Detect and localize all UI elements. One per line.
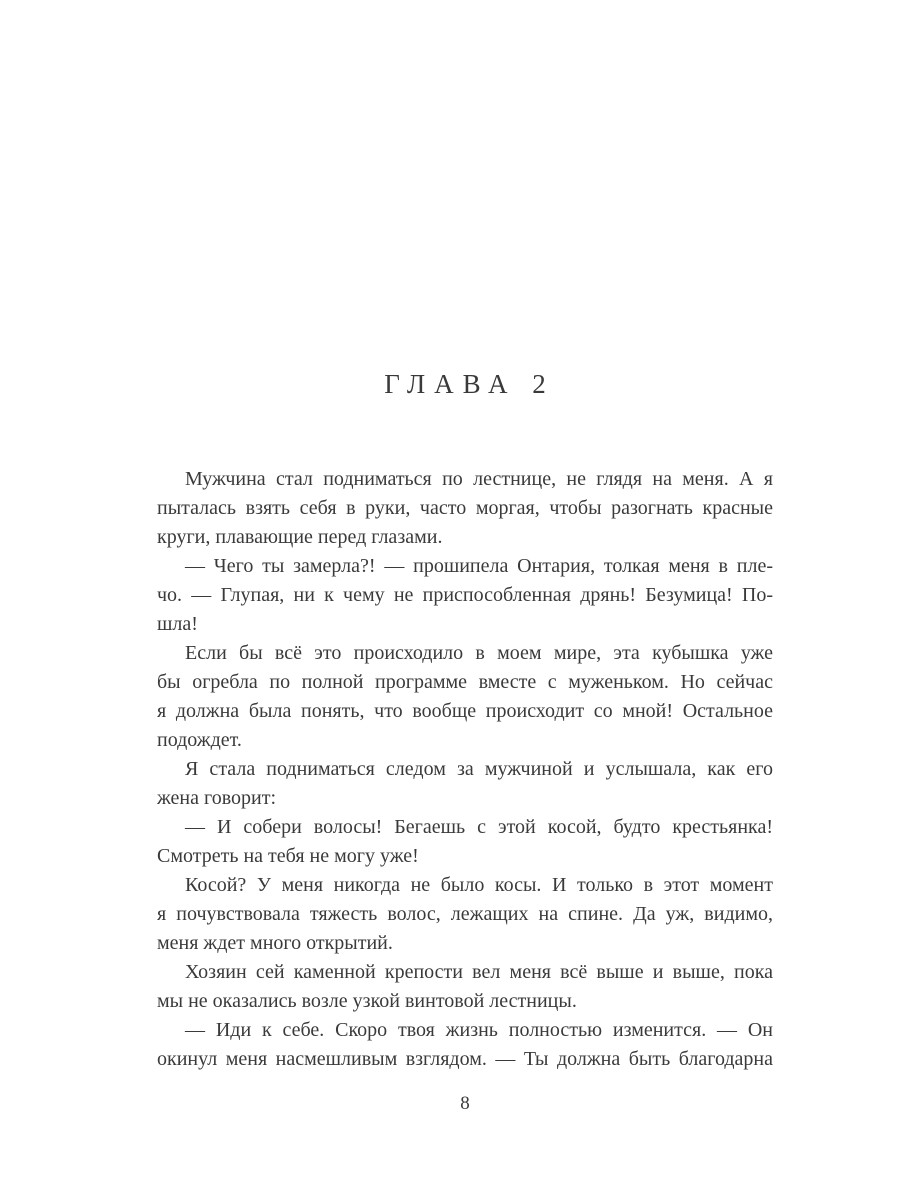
text-line: — И собери волосы! Бегаешь с этой косой, будто крестьянка! xyxy=(185,816,773,838)
text-line: бы огребла по полной программе вместе с муженьком. Но сейчас xyxy=(157,671,773,693)
text-line: я почувствовала тяжесть волос, лежащих на спине. Да уж, видимо, xyxy=(157,903,773,925)
text-block xyxy=(157,465,773,1074)
paragraph xyxy=(157,958,773,1016)
text-line: Если бы всё это происходило в моем мире, эта кубышка уже xyxy=(185,642,773,664)
paragraph xyxy=(157,465,773,552)
paragraph xyxy=(157,639,773,755)
text-line: круги, плавающие перед глазами. xyxy=(157,526,443,548)
text-line: Косой? У меня никогда не было косы. И только в этот момент xyxy=(185,874,773,896)
text-line: пыталась взять себя в руки, часто моргая, чтобы разогнать красные xyxy=(157,497,773,519)
text-line: мы не оказались возле узкой винтовой лестницы. xyxy=(157,990,577,1012)
text-line: Смотреть на тебя не могу уже! xyxy=(157,845,419,867)
paragraph xyxy=(157,813,773,871)
text-line: чо. — Глупая, ни к чему не приспособленная дрянь! Безумица! По- xyxy=(157,584,773,606)
text-line: Хозяин сей каменной крепости вел меня всё выше и выше, пока xyxy=(185,961,773,983)
paragraph xyxy=(157,552,773,639)
text-line: подождет. xyxy=(157,729,242,751)
text-line: меня ждет много открытий. xyxy=(157,932,393,954)
text-line: окинул меня насмешливым взглядом. — Ты должна быть благодарна xyxy=(157,1048,773,1070)
text-line: жена говорит: xyxy=(157,787,277,809)
paragraph xyxy=(157,871,773,958)
text-line: — Иди к себе. Скоро твоя жизнь полностью изменится. — Он xyxy=(185,1019,773,1041)
text-line: — Чего ты замерла?! — прошипела Онтария, толкая меня в пле- xyxy=(185,555,773,577)
text-line: я должна была понять, что вообще происходит со мной! Остальное xyxy=(157,700,773,722)
text-line: Я стала подниматься следом за мужчиной и услышала, как его xyxy=(185,758,773,780)
chapter-title: ГЛАВА 2 xyxy=(384,369,555,399)
page-number: 8 xyxy=(460,1093,470,1114)
text-line: Мужчина стал подниматься по лестнице, не глядя на меня. А я xyxy=(185,468,773,490)
text-line: шла! xyxy=(157,613,198,635)
paragraph xyxy=(157,755,773,813)
paragraph xyxy=(157,1016,773,1074)
